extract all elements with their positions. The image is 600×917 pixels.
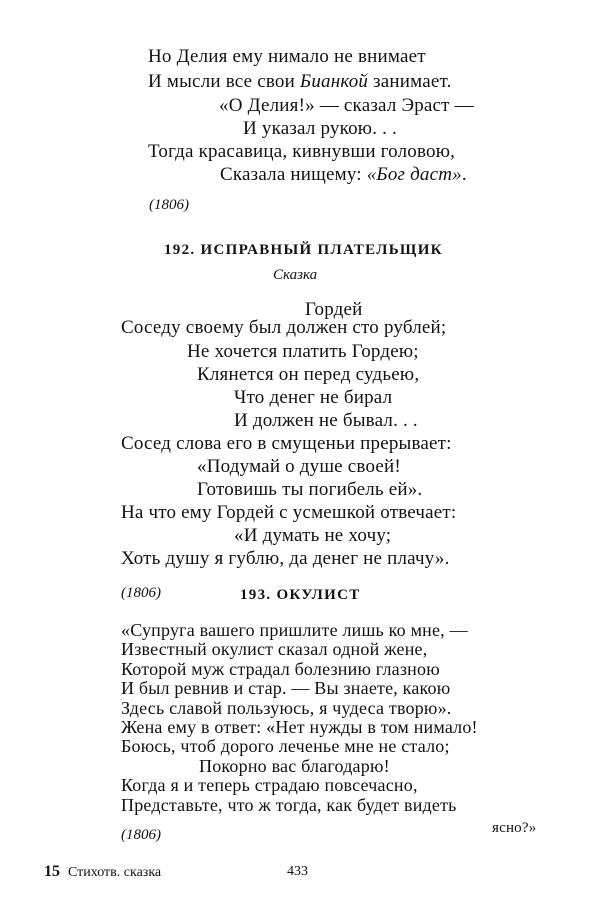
signature-text: Стихотв. сказка — [68, 865, 162, 880]
poem-line: Здесь славой пользуюсь, я чудеса творю». — [121, 697, 452, 718]
poem-date: (1806) — [121, 827, 161, 843]
poem-line: Клянется он перед судьею, — [197, 364, 420, 385]
poem-line: Покорно вас благодарю! — [199, 755, 390, 776]
poem-line: ясно?» — [492, 820, 537, 836]
poem-line: Известный окулист сказал одной жене, — [121, 639, 428, 660]
poem-line: Но Делия ему нимало не внимает — [148, 46, 426, 67]
poem-subtitle: Сказка — [273, 267, 318, 283]
page-number: 433 — [287, 864, 308, 879]
poem-line: Хоть душу я гублю, да денег не плачу». — [121, 548, 450, 569]
poem-line: Когда я и теперь страдаю повсечасно, — [121, 775, 418, 796]
poem-line: Тогда красавица, кивнувши головою, — [148, 141, 456, 162]
poem-line: И должен не бывал. . . — [234, 410, 418, 431]
poem-line: Соседу своему был должен сто рублей; — [121, 317, 447, 338]
poem-date: (1806) — [121, 585, 161, 601]
page-footer — [44, 864, 161, 881]
signature-number: 15 — [44, 863, 60, 880]
poem-line: Боюсь, чтоб дорого леченье мне не стало; — [121, 736, 450, 757]
poem-line: Гордей — [305, 299, 363, 320]
poem-line: И указал рукою. . . — [243, 118, 397, 139]
poem-line: На что ему Гордей с усмешкой отвечает: — [121, 502, 457, 523]
poem-title: 192. ИСПРАВНЫЙ ПЛАТЕЛЬЩИК — [164, 242, 443, 258]
poem-line: Представьте, что ж тогда, как будет видеть — [121, 794, 457, 815]
poem-date: (1806) — [149, 197, 189, 213]
poem-line: Что денег не бирал — [234, 387, 393, 408]
poem-line: «Подумай о душе своей! — [197, 456, 401, 477]
poem-line: Жена ему в ответ: «Нет нужды в том нимало! — [121, 717, 478, 737]
poem-line: Сосед слова его в смущеньи прерывает: — [121, 433, 452, 454]
poem-line: Готовишь ты погибель ей». — [197, 479, 423, 500]
poem-line: «И думать не хочу; — [234, 525, 392, 546]
poem-title: 193. ОКУЛИСТ — [240, 587, 361, 603]
poem-line: И мысли все свои Бианкой занимает. — [148, 71, 452, 92]
poem-line: «Супруга вашего пришлите лишь ко мне, — — [121, 620, 468, 640]
poem-line: И был ревнив и стар. — Вы знаете, какою — [121, 678, 451, 699]
poem-line: Не хочется платить Гордею; — [187, 341, 419, 362]
poem-line: Сказала нищему: «Бог даст». — [220, 164, 467, 185]
poem-line: Которой муж страдал болезнию глазною — [121, 658, 440, 679]
poem-line: «О Делия!» — сказал Эраст — — [219, 95, 474, 116]
